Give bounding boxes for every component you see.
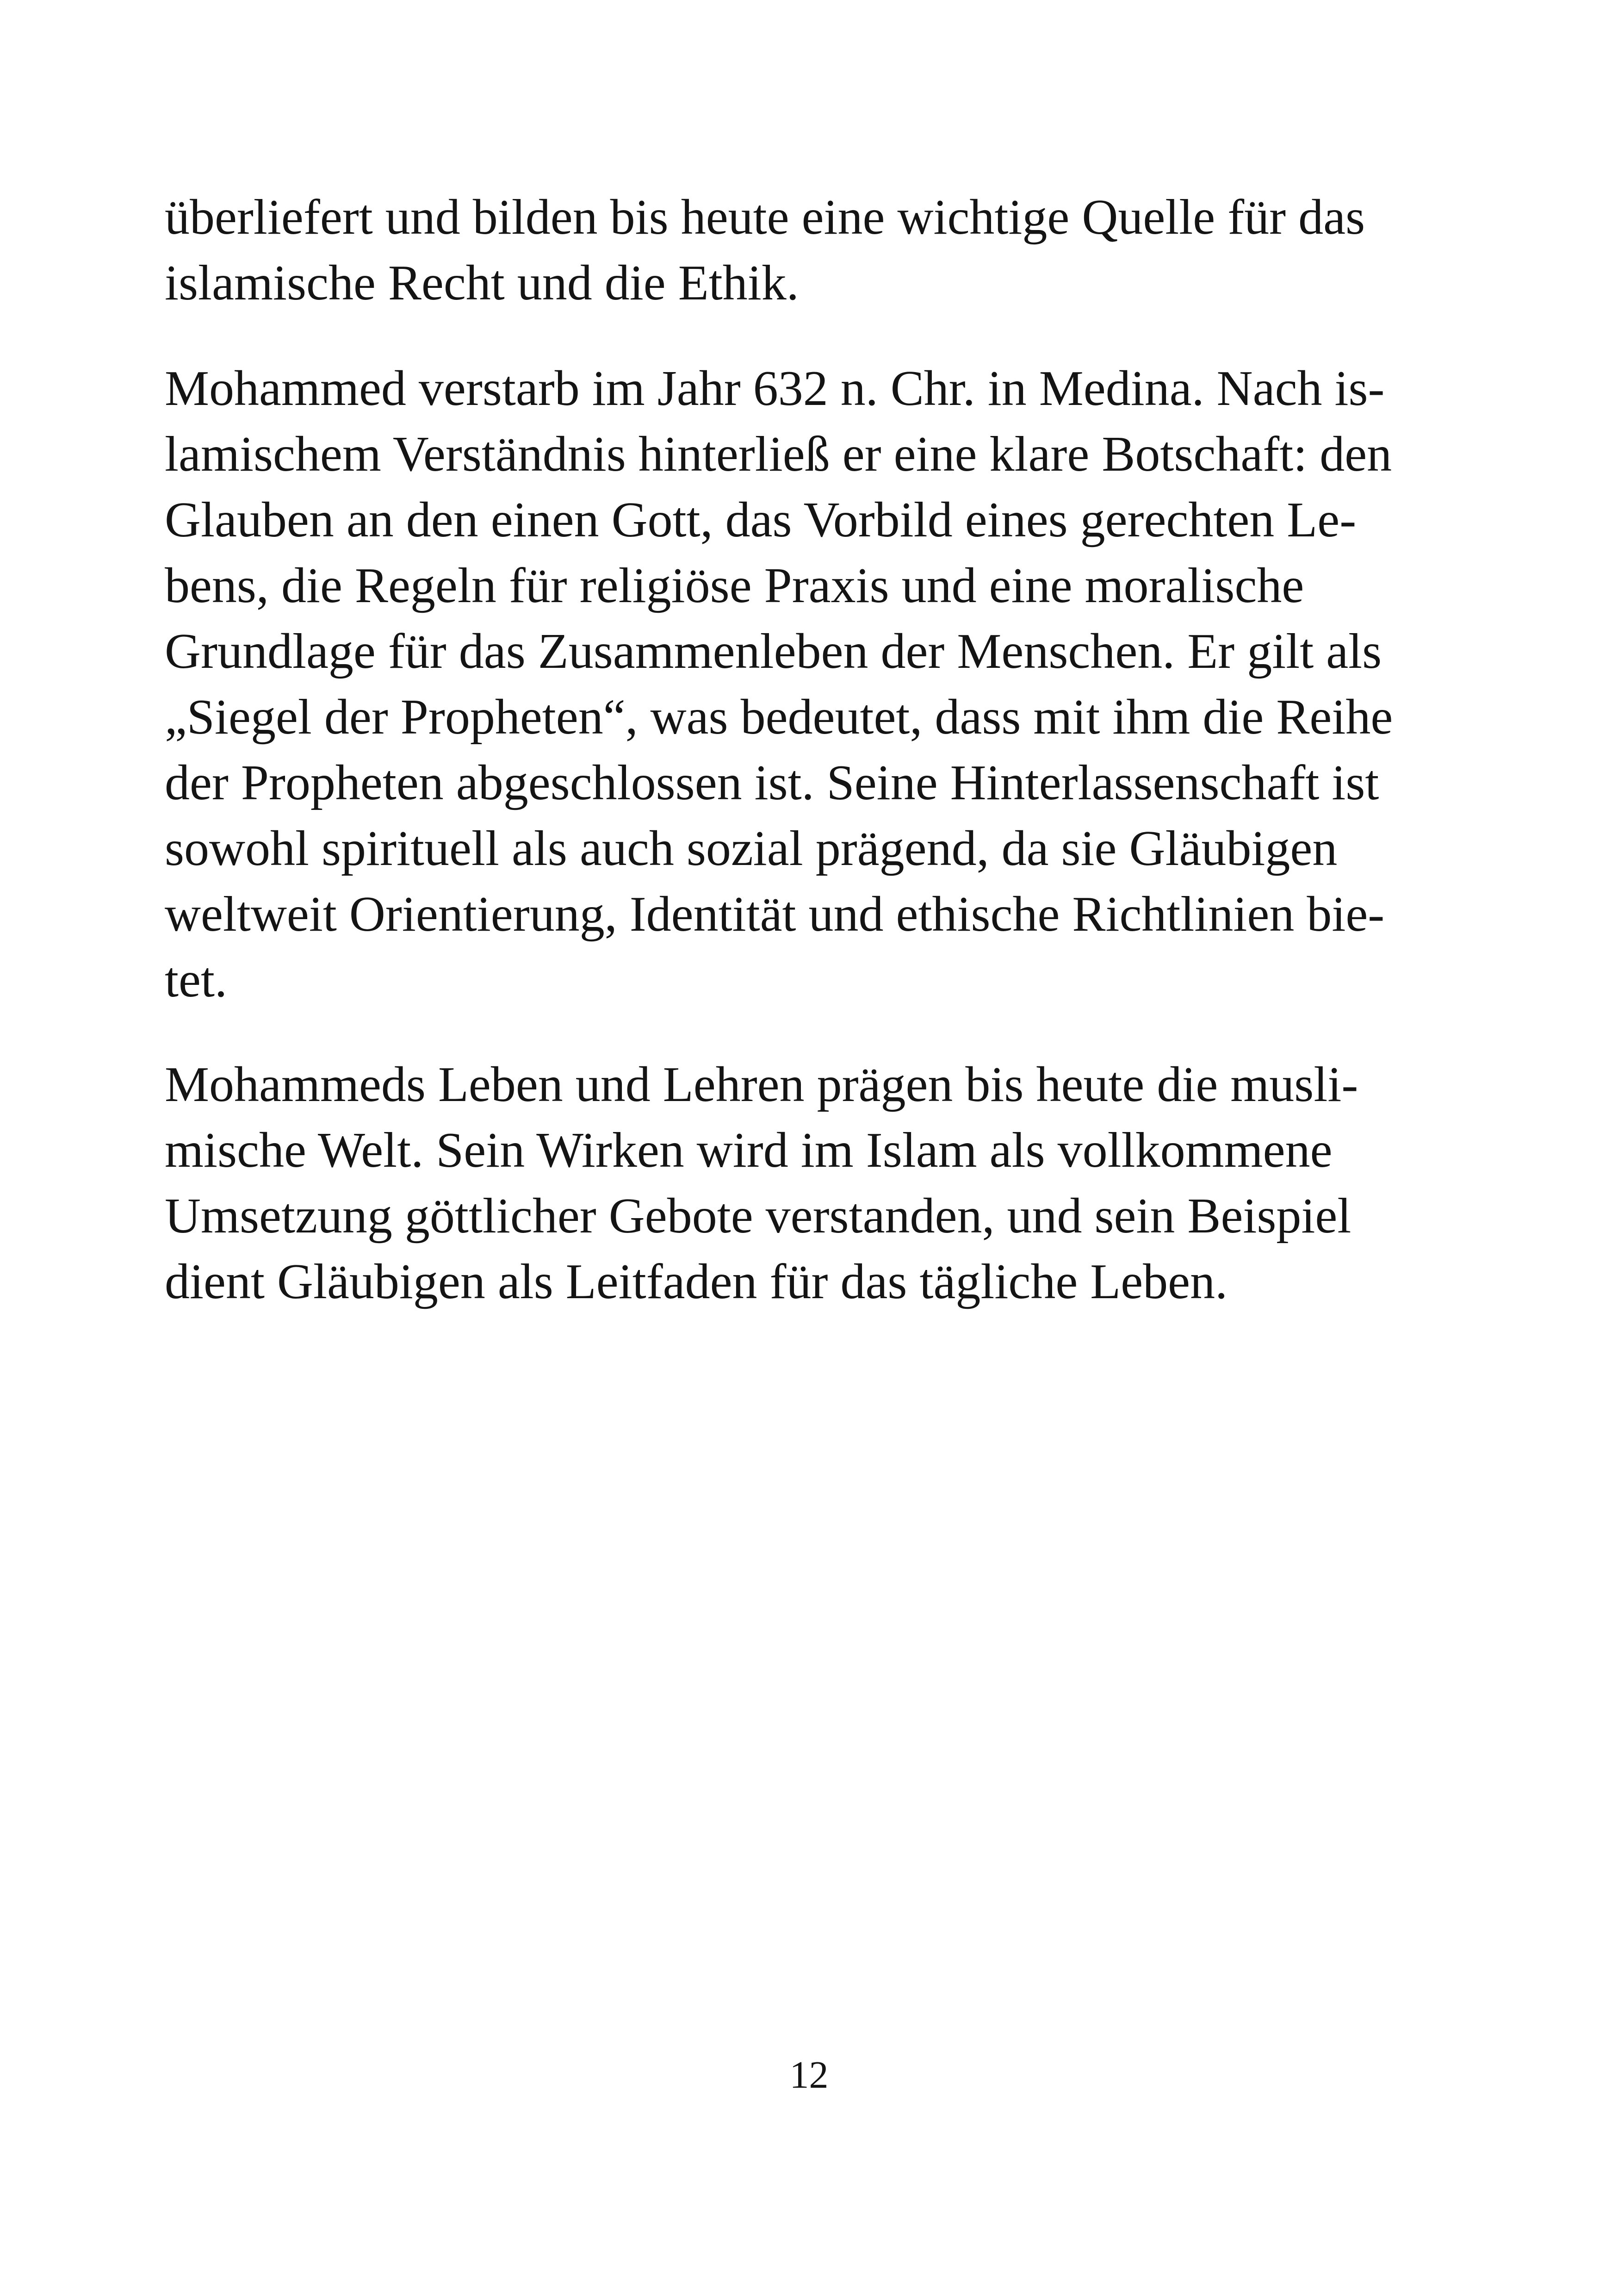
text-line: Grundlage für das Zusammenleben der Menschen. Er gilt als <box>165 624 1382 679</box>
text-line: bens, die Regeln für religiöse Praxis und eine moralische <box>165 558 1304 613</box>
text-line: Glauben an den einen Gott, das Vorbild eines gerechten Le- <box>165 492 1357 548</box>
text-line: Umsetzung göttlicher Gebote verstanden, und sein Beispiel <box>165 1188 1351 1244</box>
text-line: mische Welt. Sein Wirken wird im Islam als vollkommene <box>165 1123 1333 1178</box>
text-line: der Propheten abgeschlossen ist. Seine Hinterlassenschaft ist <box>165 755 1379 810</box>
text-line: dient Gläubigen als Leitfaden für das tägliche Leben. <box>165 1254 1228 1309</box>
text-line: tet. <box>165 952 227 1008</box>
text-line: lamischem Verständnis hinterließ er eine klare Botschaft: den <box>165 427 1392 482</box>
text-line: überliefert und bilden bis heute eine wichtige Quelle für das <box>165 190 1365 245</box>
page-number: 12 <box>789 2053 829 2097</box>
text-line: Mohammeds Leben und Lehren prägen bis heute die musli- <box>165 1057 1358 1112</box>
text-line: Mohammed verstarb im Jahr 632 n. Chr. in Medina. Nach is- <box>165 361 1385 416</box>
text-line: weltweit Orientierung, Identität und ethische Richtlinien bie- <box>165 887 1385 942</box>
text-line: islamische Recht und die Ethik. <box>165 255 799 311</box>
text-line: sowohl spirituell als auch sozial prägend, da sie Gläubigen <box>165 821 1338 876</box>
text-line: „Siegel der Propheten“, was bedeutet, dass mit ihm die Reihe <box>165 690 1393 745</box>
